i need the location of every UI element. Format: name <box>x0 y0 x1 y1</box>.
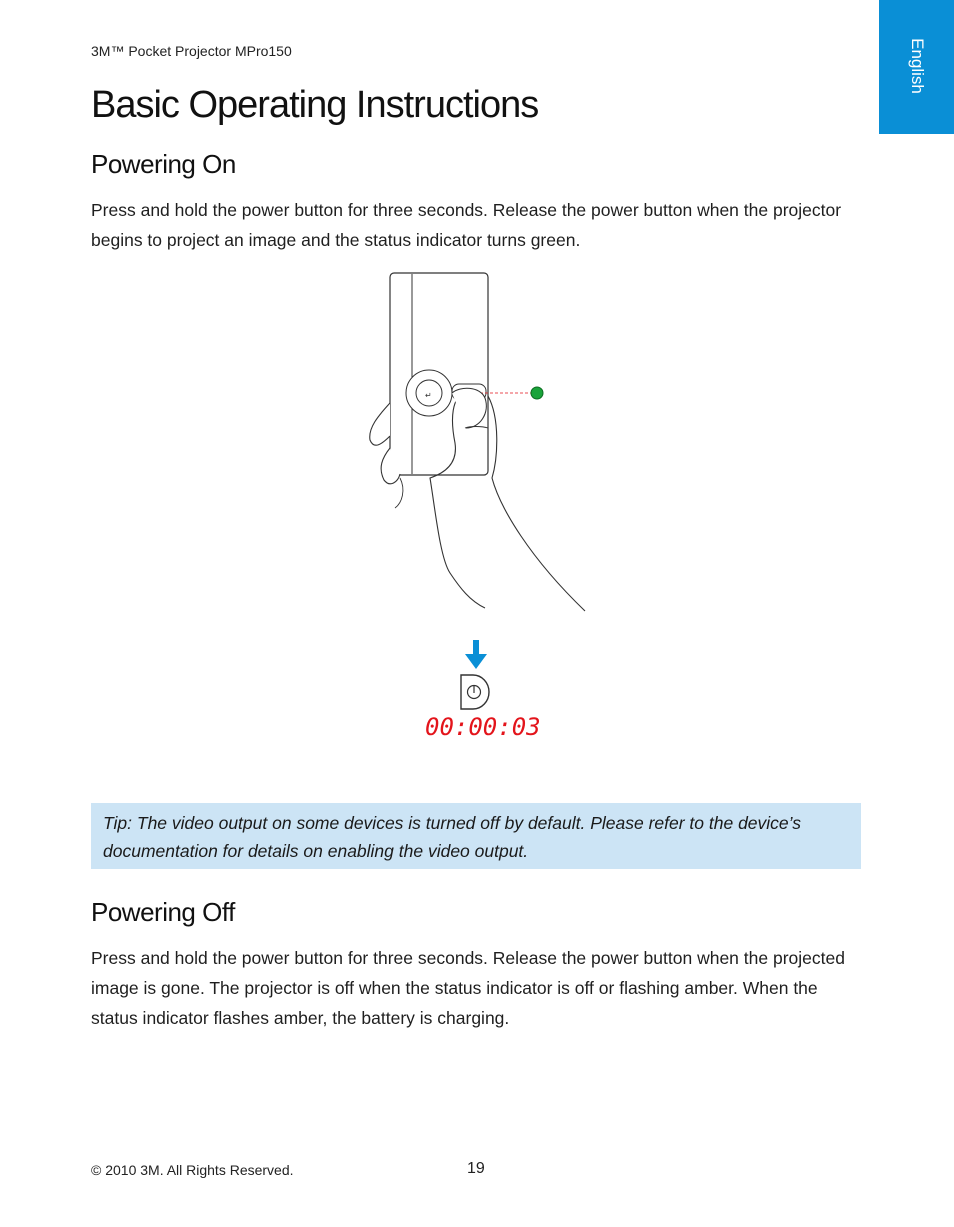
tip-text: Tip: The video output on some devices is turned off by default. Please refer to the device’s documentation for details on enabling the video output. <box>103 813 801 861</box>
copyright-notice: © 2010 3M. All Rights Reserved. <box>91 1162 294 1178</box>
power-key-icon <box>459 673 491 711</box>
projector-illustration <box>340 268 600 628</box>
down-arrow-icon <box>464 640 488 670</box>
powering-on-heading: Powering On <box>91 149 236 179</box>
elapsed-timer: 00:00:03 <box>425 713 541 741</box>
page-title: Basic Operating Instructions <box>91 84 539 126</box>
page-number: 19 <box>467 1160 485 1177</box>
powering-off-heading: Powering Off <box>91 897 235 927</box>
language-tab <box>879 0 954 134</box>
powering-off-body: Press and hold the power button for three seconds. Release the power button when the projected image is gone. The projector is off when the status indicator is off or flashing amber. When the status indicator flashes amber, the battery is charging. <box>91 948 845 1028</box>
tip-box <box>91 803 861 869</box>
language-tab-label: English <box>907 38 927 94</box>
document-header: 3M™ Pocket Projector MPro150 <box>91 43 292 59</box>
svg-text:↵: ↵ <box>425 391 432 400</box>
powering-on-body: Press and hold the power button for three seconds. Release the power button when the projector begins to project an image and the status indicator turns green. <box>91 200 842 250</box>
